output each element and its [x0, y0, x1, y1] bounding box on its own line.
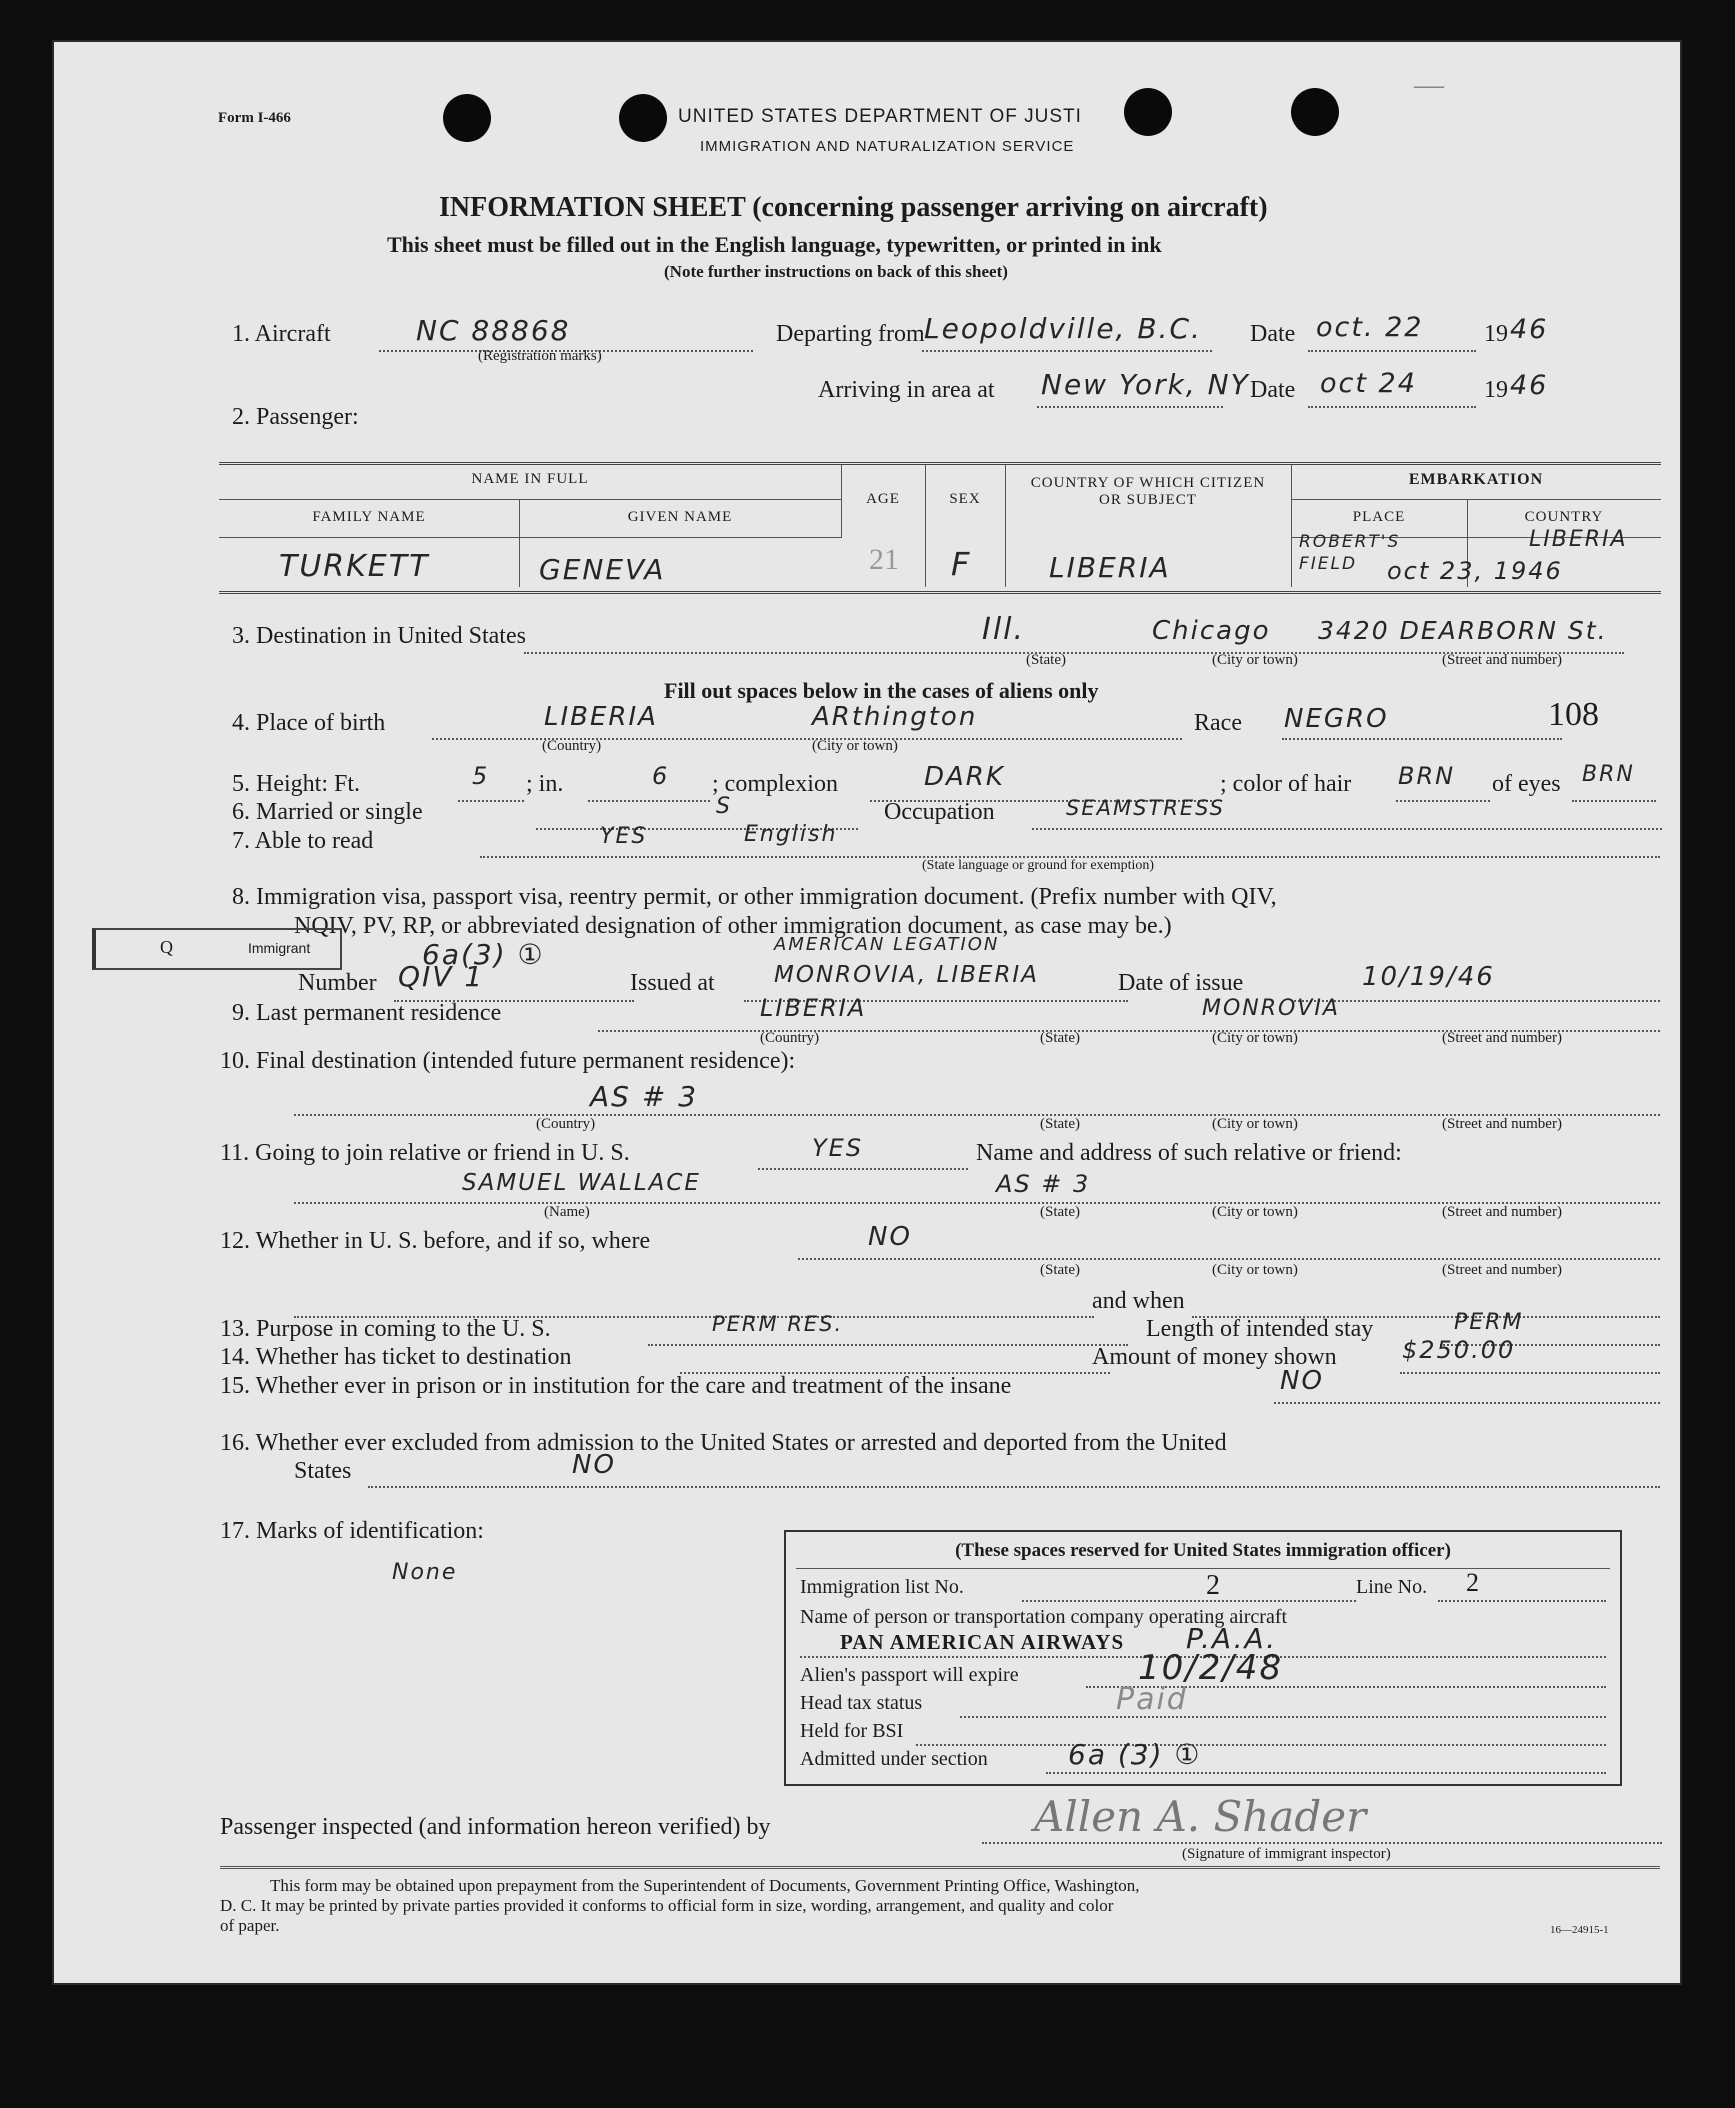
birth-city: ARthington	[812, 702, 978, 732]
instructions: This sheet must be filled out in the English language, typewritten, or printed in ink	[387, 232, 1162, 257]
prison-insane-label: 15. Whether ever in prison or in institution for the care and treatment of the insane	[220, 1373, 1012, 1399]
caption: (Country)	[760, 1030, 820, 1046]
admitted-section-label: Admitted under section	[800, 1748, 988, 1770]
purpose: PERM RES.	[712, 1312, 844, 1336]
footer-text: This form may be obtained upon prepayment from the Superintendent of Documents, Government Printing Office, Washington,	[270, 1876, 1140, 1895]
arrival-date: oct 24	[1320, 368, 1417, 399]
length-of-stay-label: Length of intended stay	[1146, 1316, 1374, 1342]
marks-of-identification: None	[392, 1560, 458, 1585]
corner-mark: —	[1414, 68, 1444, 101]
money-shown: $250.00	[1402, 1336, 1516, 1364]
final-destination: AS # 3	[590, 1080, 699, 1113]
excluded: NO	[572, 1450, 616, 1480]
race-label: Race	[1194, 710, 1242, 736]
complexion: DARK	[924, 762, 1005, 792]
ticket-label: 14. Whether has ticket to destination	[220, 1344, 572, 1370]
embarkation-header: EMBARKATION	[1408, 471, 1544, 488]
hair-color-label: ; color of hair	[1220, 771, 1352, 797]
final-destination-label: 10. Final destination (intended future permanent residence):	[220, 1048, 796, 1074]
race: NEGRO	[1284, 704, 1389, 734]
height-inches: 6	[652, 762, 670, 790]
head-tax-label: Head tax status	[800, 1692, 923, 1714]
punch-hole	[1291, 88, 1339, 136]
height-feet: 5	[472, 762, 490, 790]
caption: (State)	[1040, 1204, 1080, 1220]
read-language: English	[744, 822, 838, 847]
caption: (Street and number)	[1442, 652, 1562, 668]
document-number: QIV 1	[398, 960, 485, 993]
held-for-bsi-label: Held for BSI	[800, 1720, 904, 1742]
caption: (Signature of immigrant inspector)	[1182, 1846, 1391, 1862]
line-number: 2	[1466, 1568, 1479, 1597]
sex-header: SEX	[949, 491, 981, 507]
when-label: and when	[1092, 1288, 1185, 1314]
officer-box-header: (These spaces reserved for United States immigration officer)	[955, 1540, 1451, 1561]
caption: (State language or ground for exemption)	[922, 858, 1155, 873]
family-name: TURKETT	[279, 549, 430, 584]
previous-us-label: 12. Whether in U. S. before, and if so, where	[220, 1228, 651, 1254]
excluded-label: 16. Whether ever excluded from admission to the United States or arrested and deported from the United	[220, 1430, 1227, 1456]
company-name: PAN AMERICAN AIRWAYS	[840, 1630, 1125, 1654]
citizen-country: LIBERIA	[1049, 551, 1171, 584]
embarkation-place: ROBERT'S FIELD	[1299, 532, 1401, 574]
form-page	[52, 40, 1682, 1985]
name-in-full-header: NAME IN FULL	[471, 471, 589, 487]
last-residence-label: 9. Last permanent residence	[232, 1000, 502, 1026]
destination-city: Chicago	[1152, 616, 1271, 646]
caption: (State)	[1040, 1030, 1080, 1046]
form-title: INFORMATION SHEET (concerning passenger arriving on aircraft)	[439, 192, 1268, 223]
punch-hole	[1124, 88, 1172, 136]
footer-text: D. C. It may be printed by private parties provided it conforms to official form in size, wording, arrangement, and quality and color	[220, 1896, 1114, 1915]
caption: (City or town)	[1212, 1116, 1298, 1132]
relative-name-address-label: Name and address of such relative or friend:	[976, 1140, 1402, 1166]
document-section: 6a(3) ①	[422, 938, 545, 971]
marks-label: 17. Marks of identification:	[220, 1518, 484, 1544]
date-of-issue: 10/19/46	[1362, 962, 1495, 992]
marital-status: S	[716, 794, 732, 819]
stamp-text: Immigrant	[248, 940, 311, 956]
aliens-only-note: Fill out spaces below in the cases of aliens only	[664, 678, 1099, 703]
head-tax-status: Paid	[1116, 1682, 1188, 1717]
destination-street: 3420 DEARBORN St.	[1318, 616, 1608, 645]
punch-hole	[443, 94, 491, 142]
age: 21	[869, 543, 899, 576]
relative-name: SAMUEL WALLACE	[462, 1170, 701, 1196]
departing-from: Leopoldville, B.C.	[924, 312, 1202, 345]
caption: (Name)	[544, 1204, 590, 1220]
inspected-by-label: Passenger inspected (and information hereon verified) by	[220, 1814, 771, 1840]
date-label: Date	[1250, 321, 1296, 347]
occupation: SEAMSTRESS	[1066, 796, 1226, 820]
eye-color: BRN	[1582, 762, 1635, 787]
caption: (State)	[1040, 1116, 1080, 1132]
caption: (State)	[1026, 652, 1066, 668]
eye-color-label: of eyes	[1492, 771, 1561, 797]
immigrant-stamp	[92, 928, 342, 970]
money-label: Amount of money shown	[1092, 1344, 1337, 1370]
caption: (State)	[1040, 1262, 1080, 1278]
print-code: 16—24915-1	[1550, 1924, 1609, 1936]
length-of-stay: PERM	[1454, 1310, 1524, 1335]
stamp-letter: Q	[160, 937, 173, 957]
arriving-label: Arriving in area at	[818, 377, 995, 403]
age-header: AGE	[866, 491, 900, 507]
able-to-read-label: 7. Able to read	[232, 828, 374, 854]
join-relative: YES	[812, 1134, 864, 1162]
passenger-label: 2. Passenger:	[232, 404, 359, 430]
arriving-in-area: New York, NY	[1041, 368, 1250, 401]
caption: (City or town)	[1212, 1030, 1298, 1046]
destination-state: Ill.	[982, 612, 1026, 647]
caption: (Country)	[542, 738, 602, 754]
list-number-label: Immigration list No.	[800, 1576, 964, 1598]
caption: (Street and number)	[1442, 1030, 1562, 1046]
issued-at-label: Issued at	[630, 970, 715, 996]
passport-expiry-label: Alien's passport will expire	[800, 1664, 1019, 1686]
given-name-header: GIVEN NAME	[627, 509, 733, 525]
company-label: Name of person or transportation company operating aircraft	[800, 1606, 1288, 1628]
number-label: Number	[298, 970, 377, 996]
caption: (Street and number)	[1442, 1116, 1562, 1132]
instructions-note: (Note further instructions on back of this sheet)	[664, 262, 1008, 281]
previous-us: NO	[868, 1222, 912, 1252]
destination-label: 3. Destination in United States	[232, 623, 526, 649]
date-label: Date	[1250, 377, 1296, 403]
marital-label: 6. Married or single	[232, 799, 423, 825]
able-to-read: YES	[600, 824, 648, 849]
place-header: PLACE	[1352, 509, 1406, 525]
caption: (City or town)	[1212, 1262, 1298, 1278]
prison-insane: NO	[1280, 1366, 1324, 1396]
officer-box	[784, 1530, 1622, 1786]
birth-country: LIBERIA	[544, 702, 658, 732]
last-residence-country: LIBERIA	[760, 994, 867, 1022]
admitted-section: 6a (3) ①	[1068, 1738, 1202, 1771]
line-number-label: Line No.	[1356, 1576, 1428, 1598]
issued-at-legation: AMERICAN LEGATION	[774, 934, 1000, 955]
issued-at: MONROVIA, LIBERIA	[774, 962, 1039, 988]
inspector-signature: Allen A. Shader	[1034, 1792, 1367, 1841]
relative-address: AS # 3	[996, 1170, 1091, 1198]
hair-color: BRN	[1398, 762, 1456, 790]
department-name: UNITED STATES DEPARTMENT OF JUSTI	[678, 106, 1082, 127]
excluded-label: States	[294, 1458, 352, 1484]
year-prefix: 19	[1484, 321, 1508, 347]
complexion-label: ; complexion	[712, 771, 838, 797]
given-name: GENEVA	[539, 553, 666, 586]
footer-text: of paper.	[220, 1916, 280, 1935]
departure-year: 46	[1510, 314, 1549, 345]
service-name: IMMIGRATION AND NATURALIZATION SERVICE	[700, 138, 1075, 155]
race-code: 108	[1548, 696, 1599, 733]
country-citizen-header: COUNTRY OF WHICH CITIZEN OR SUBJECT	[1030, 475, 1266, 508]
join-relative-label: 11. Going to join relative or friend in U. S.	[220, 1140, 630, 1166]
occupation-label: Occupation	[884, 799, 995, 825]
inches-label: ; in.	[526, 771, 564, 797]
family-name-header: FAMILY NAME	[312, 509, 426, 525]
caption: (City or town)	[1212, 1204, 1298, 1220]
caption: (Registration marks)	[478, 348, 602, 364]
caption: (Street and number)	[1442, 1262, 1562, 1278]
punch-hole	[619, 94, 667, 142]
departure-date: oct. 22	[1316, 312, 1424, 343]
caption: (Street and number)	[1442, 1204, 1562, 1220]
passenger-table	[219, 462, 1661, 594]
height-label: 5. Height: Ft.	[232, 771, 361, 797]
aircraft-label: 1. Aircraft	[232, 321, 331, 347]
form-number: Form I-466	[218, 110, 291, 126]
date-of-issue-label: Date of issue	[1118, 970, 1244, 996]
purpose-label: 13. Purpose in coming to the U. S.	[220, 1316, 551, 1342]
caption: (City or town)	[1212, 652, 1298, 668]
birthplace-label: 4. Place of birth	[232, 710, 386, 736]
sex: F	[951, 545, 972, 583]
year-prefix: 19	[1484, 377, 1508, 403]
company-handwritten: P.A.A.	[1186, 1622, 1278, 1655]
immigration-document-label: NQIV, PV, RP, or abbreviated designation of other immigration document, as case may be.)	[294, 913, 1172, 939]
country-header: COUNTRY	[1524, 509, 1604, 525]
embarkation-date: oct 23, 1946	[1387, 557, 1563, 585]
embarkation-country: LIBERIA	[1529, 527, 1628, 552]
last-residence-city: MONROVIA	[1202, 996, 1340, 1021]
passport-expiry: 10/2/48	[1138, 1648, 1284, 1688]
arrival-year: 46	[1510, 370, 1549, 401]
aircraft-registration: NC 88868	[416, 314, 571, 347]
immigration-document-label: 8. Immigration visa, passport visa, reentry permit, or other immigration document. (Prefix number with QIV,	[232, 884, 1277, 910]
caption: (Country)	[536, 1116, 596, 1132]
departing-label: Departing from	[776, 321, 925, 347]
list-number: 2	[1206, 1570, 1220, 1601]
caption: (City or town)	[812, 738, 898, 754]
